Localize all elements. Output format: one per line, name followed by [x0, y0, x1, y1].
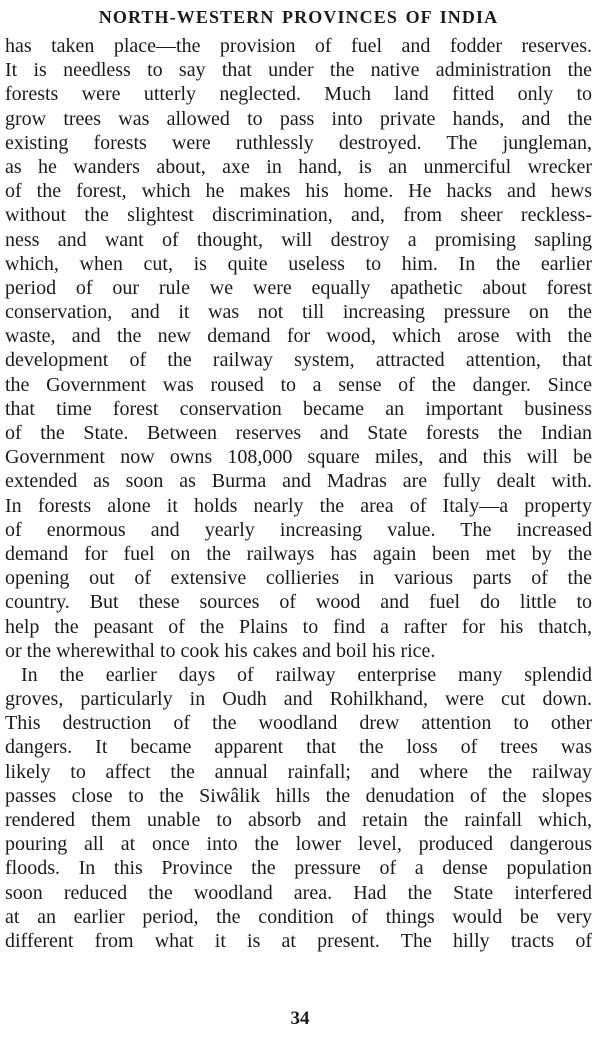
text-line: existing forests were ruthlessly destroyed. The jungleman,: [5, 131, 592, 154]
text-line: without the slightest discrimination, and, from sheer reckless-: [5, 204, 592, 227]
text-line: grow trees was allowed to pass into private hands, and the: [5, 107, 592, 130]
text-line: soon reduced the woodland area. Had the State interfered: [5, 881, 592, 904]
text-line: opening out of extensive collieries in various parts of the: [5, 567, 592, 590]
text-line: Government now owns 108,000 square miles, and this will be: [5, 446, 592, 469]
text-line: In forests alone it holds nearly the area of Italy—a property: [5, 494, 592, 517]
text-line: extended as soon as Burma and Madras are fully dealt with.: [5, 470, 592, 493]
text-line: waste, and the new demand for wood, which arose with the: [5, 325, 592, 348]
text-line: country. But these sources of wood and fuel do little to: [5, 591, 592, 614]
text-line: period of our rule we were equally apathetic about forest: [5, 276, 592, 299]
body-text: [5, 34, 592, 953]
text-line: help the peasant of the Plains to find a rafter for his thatch,: [5, 615, 592, 638]
text-line: demand for fuel on the railways has again been met by the: [5, 542, 592, 565]
text-line: of the State. Between reserves and State forests the Indian: [5, 422, 592, 444]
text-line: passes close to the Siwâlik hills the denudation of the slopes: [5, 784, 592, 807]
text-line: of enormous and yearly increasing value. The increased: [5, 518, 592, 541]
text-line: has taken place—the provision of fuel and fodder reserves.: [5, 35, 592, 57]
text-line: It is needless to say that under the native administration the: [5, 59, 592, 82]
text-line: the Government was roused to a sense of the danger. Since: [5, 373, 592, 396]
text-line: conservation, and it was not till increasing pressure on the: [5, 301, 592, 324]
text-line: that time forest conservation became an important business: [5, 397, 592, 420]
text-line: This destruction of the woodland drew attention to other: [5, 712, 592, 735]
text-line: likely to affect the annual rainfall; and where the railway: [5, 760, 592, 783]
page-number: 34: [290, 1008, 310, 1029]
running-head: NORTH-WESTERN PROVINCES OF INDIA: [98, 7, 499, 27]
text-line: development of the railway system, attracted attention, that: [5, 349, 592, 372]
paragraph-1: [5, 34, 592, 663]
text-line: which, when cut, is quite useless to him. In the earlier: [5, 252, 592, 275]
text-line: of the forest, which he makes his home. He hacks and hews: [5, 180, 592, 203]
text-line: at an earlier period, the condition of things would be very: [5, 905, 592, 928]
text-line: rendered them unable to absorb and retain the rainfall which,: [5, 809, 592, 831]
text-line: different from what it is at present. The hilly tracts of: [5, 929, 592, 952]
text-line: In the earlier days of railway enterprise many splendid: [21, 663, 592, 686]
text-line: floods. In this Province the pressure of a dense population: [5, 857, 592, 880]
text-line: ness and want of thought, will destroy a promising sapling: [5, 228, 592, 251]
text-line: pouring all at once into the lower level, produced dangerous: [5, 833, 592, 856]
text-line: groves, particularly in Oudh and Rohilkhand, were cut down.: [5, 688, 592, 711]
text-line: forests were utterly neglected. Much land fitted only to: [5, 83, 592, 106]
text-line: dangers. It became apparent that the loss of trees was: [5, 736, 592, 759]
paragraph-2: [5, 663, 592, 953]
text-line: as he wanders about, axe in hand, is an unmerciful wrecker: [5, 155, 592, 178]
text-line: or the wherewithal to cook his cakes and boil his rice.: [5, 639, 436, 662]
